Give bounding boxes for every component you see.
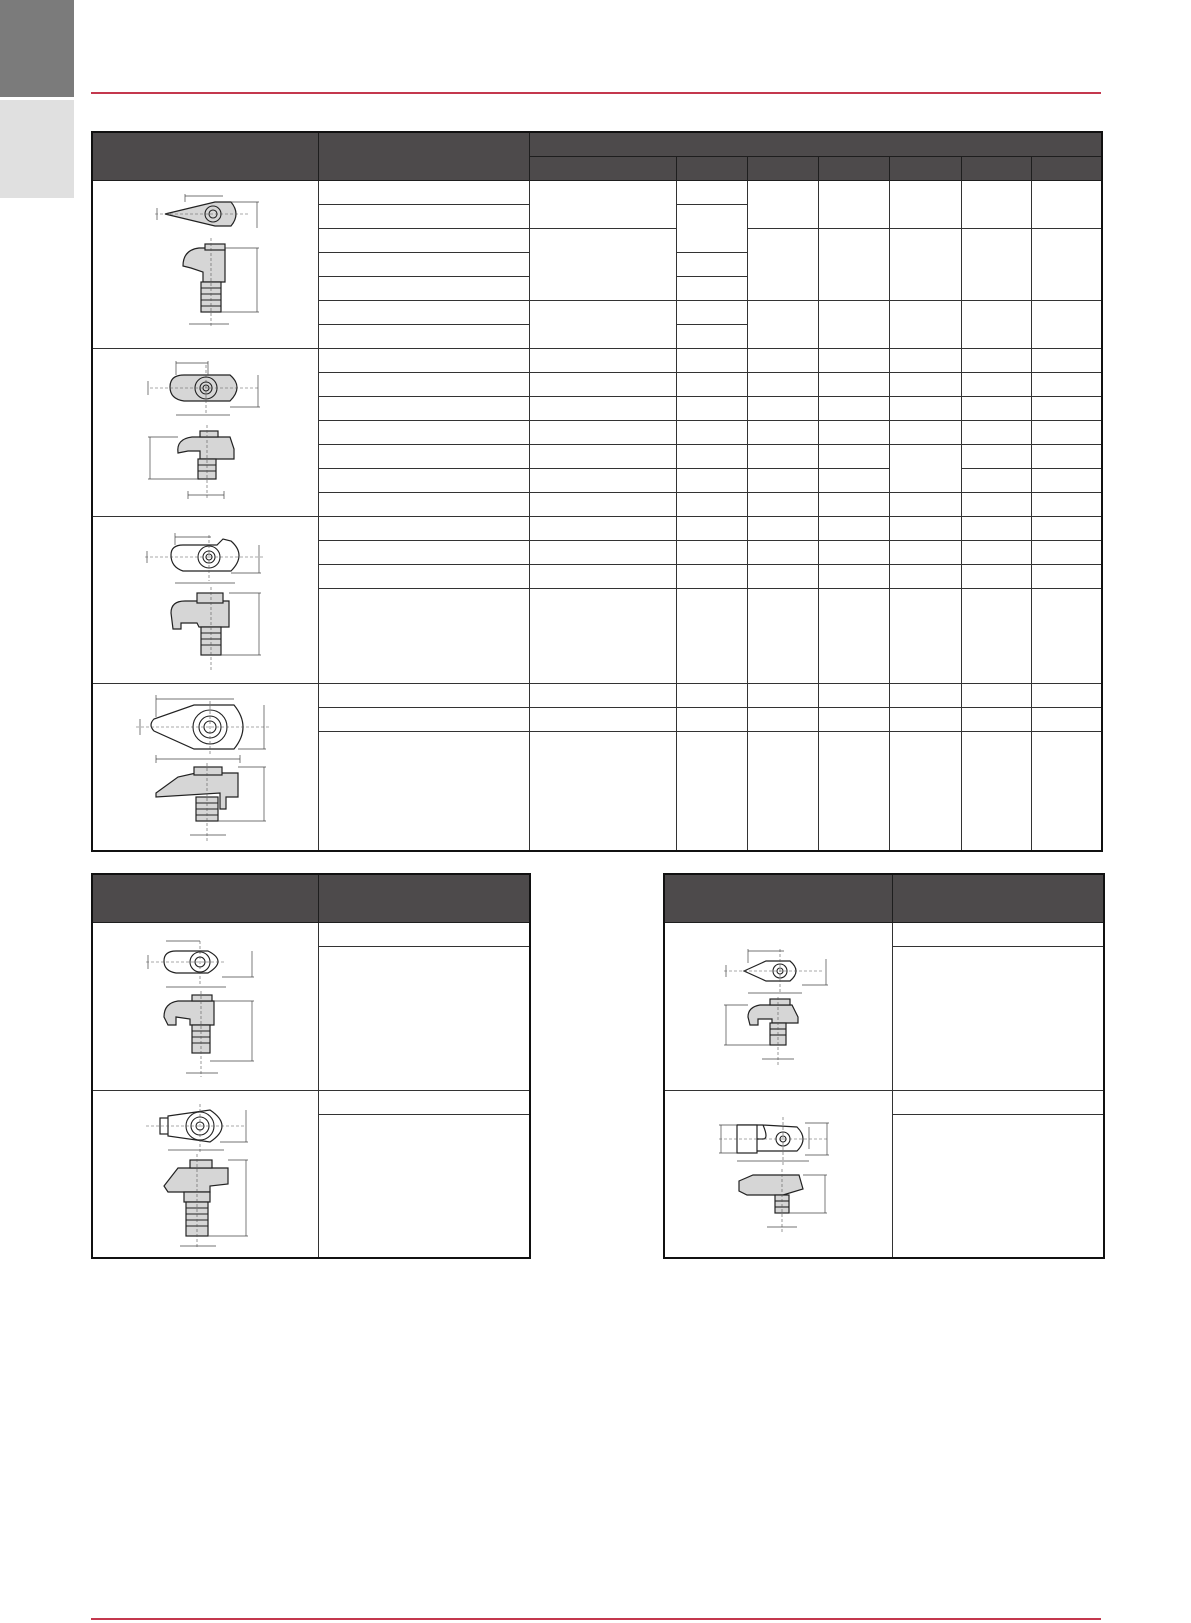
dimension-cell (747, 540, 818, 564)
dimension-cell (889, 516, 961, 540)
dimension-cell (961, 444, 1031, 468)
dimension-cell (818, 372, 889, 396)
dimension-cell (818, 228, 889, 300)
table-row (92, 922, 530, 946)
dimension-cell (889, 588, 961, 683)
dimension-cell (818, 492, 889, 516)
order-code-cell (318, 300, 529, 324)
dimension-cell (1031, 348, 1102, 372)
accessory-table-right (663, 873, 1105, 1259)
dimension-cell (818, 180, 889, 228)
order-code-cell (318, 707, 529, 731)
dimension-cell (1031, 564, 1102, 588)
order-code-cell (318, 946, 530, 1090)
subheader-cell (818, 156, 889, 180)
dimension-cell (1031, 180, 1102, 228)
dimension-cell (676, 276, 747, 300)
header-cell-drawing (92, 132, 318, 180)
table-row (92, 348, 1102, 372)
dimension-cell (676, 540, 747, 564)
subheader-cell (1031, 156, 1102, 180)
clamp-drawing-type-6-icon (140, 1096, 270, 1251)
dimension-cell (1031, 372, 1102, 396)
order-code-cell (318, 180, 529, 204)
drawing-cell (664, 922, 892, 1090)
dimension-cell (676, 252, 747, 276)
dimension-cell (747, 707, 818, 731)
dimension-cell (961, 492, 1031, 516)
dimension-cell (1031, 707, 1102, 731)
drawing-cell (92, 922, 318, 1090)
dimension-cell (818, 683, 889, 707)
order-code-cell (318, 1114, 530, 1258)
dimension-cell (961, 420, 1031, 444)
header-cell-drawing (664, 874, 892, 922)
table-row (664, 1090, 1104, 1114)
dimension-cell (818, 707, 889, 731)
dimension-cell (1031, 396, 1102, 420)
drawing-cell (92, 683, 318, 851)
dimension-cell (889, 540, 961, 564)
table-header-row (664, 874, 1104, 922)
drawing-cell (92, 516, 318, 683)
dimension-cell (676, 564, 747, 588)
table-header-row (92, 874, 530, 922)
dimension-cell (676, 180, 747, 204)
header-cell-dimensions (529, 132, 1102, 156)
dimension-cell (529, 420, 676, 444)
order-code-cell (318, 444, 529, 468)
dimension-cell (747, 516, 818, 540)
dimension-cell (747, 564, 818, 588)
dimension-cell (961, 300, 1031, 348)
clamp-drawing-type-2-icon (140, 357, 270, 507)
clamp-drawing-type-4-icon (130, 687, 280, 847)
order-code-cell (318, 276, 529, 300)
dimension-cell (889, 492, 961, 516)
dimension-cell (676, 204, 747, 252)
order-code-cell (318, 228, 529, 252)
dimension-cell (1031, 683, 1102, 707)
header-cell-drawing (92, 874, 318, 922)
dimension-cell (1031, 444, 1102, 468)
dimension-cell (1031, 228, 1102, 300)
dimension-cell (961, 180, 1031, 228)
dimension-cell (676, 707, 747, 731)
order-code-cell (318, 324, 529, 348)
dimension-cell (676, 444, 747, 468)
order-code-cell (318, 348, 529, 372)
dimension-cell (529, 180, 676, 228)
dimension-cell (818, 516, 889, 540)
dimension-cell (961, 540, 1031, 564)
header-cell-order-code (318, 874, 530, 922)
dimension-cell (889, 228, 961, 300)
dimension-cell (961, 564, 1031, 588)
clamp-drawing-type-7-icon (718, 941, 838, 1071)
dimension-cell (889, 396, 961, 420)
dimension-cell (676, 420, 747, 444)
clamp-spec-table (91, 131, 1103, 852)
dimension-cell (1031, 492, 1102, 516)
header-cell-order-code (892, 874, 1104, 922)
dimension-cell (818, 731, 889, 851)
order-code-cell (318, 396, 529, 420)
dimension-cell (529, 731, 676, 851)
drawing-cell (92, 348, 318, 516)
dimension-cell (961, 372, 1031, 396)
order-code-cell (318, 372, 529, 396)
dimension-cell (529, 468, 676, 492)
dimension-cell (961, 588, 1031, 683)
dimension-cell (529, 228, 676, 300)
dimension-cell (889, 180, 961, 228)
dimension-cell (676, 372, 747, 396)
order-code-cell (318, 588, 529, 683)
clamp-drawing-type-1-icon (145, 188, 265, 340)
dimension-cell (529, 683, 676, 707)
dimension-cell (1031, 588, 1102, 683)
dimension-cell (747, 468, 818, 492)
dimension-cell (889, 564, 961, 588)
dimension-cell (529, 300, 676, 348)
dimension-cell (747, 492, 818, 516)
dimension-cell (529, 396, 676, 420)
footer-rule (91, 1618, 1101, 1620)
dimension-cell (529, 444, 676, 468)
dimension-cell (818, 444, 889, 468)
dimension-cell (889, 707, 961, 731)
dimension-cell (676, 300, 747, 324)
dimension-cell (676, 348, 747, 372)
clamp-drawing-type-8-icon (713, 1109, 843, 1239)
dimension-cell (1031, 731, 1102, 851)
section-tab-inactive[interactable] (0, 100, 74, 198)
drawing-cell (92, 1090, 318, 1258)
dimension-cell (889, 348, 961, 372)
clamp-drawing-type-3-icon (135, 525, 275, 675)
dimension-cell (818, 348, 889, 372)
table-row (664, 922, 1104, 946)
subheader-cell (529, 156, 676, 180)
dimension-cell (676, 492, 747, 516)
dimension-cell (961, 468, 1031, 492)
dimension-cell (676, 516, 747, 540)
dimension-cell (1031, 468, 1102, 492)
dimension-cell (529, 588, 676, 683)
subheader-cell (747, 156, 818, 180)
order-code-cell (318, 252, 529, 276)
dimension-cell (1031, 300, 1102, 348)
header-cell-order-code (318, 132, 529, 180)
dimension-cell (676, 731, 747, 851)
dimension-cell (529, 516, 676, 540)
dimension-cell (889, 420, 961, 444)
dimension-cell (961, 228, 1031, 300)
dimension-cell (747, 420, 818, 444)
dimension-cell (889, 683, 961, 707)
order-code-cell (318, 564, 529, 588)
dimension-cell (676, 683, 747, 707)
dimension-cell (529, 372, 676, 396)
dimension-cell (747, 683, 818, 707)
order-code-cell (892, 946, 1104, 1090)
dimension-cell (747, 300, 818, 348)
drawing-cell (92, 180, 318, 348)
dimension-cell (818, 396, 889, 420)
order-code-cell (318, 516, 529, 540)
dimension-cell (529, 492, 676, 516)
dimension-cell (676, 468, 747, 492)
order-code-cell (318, 420, 529, 444)
dimension-cell (961, 707, 1031, 731)
order-code-cell (892, 922, 1104, 946)
order-code-cell (318, 204, 529, 228)
clamp-drawing-type-5-icon (140, 931, 270, 1081)
dimension-cell (889, 444, 961, 492)
dimension-cell (961, 731, 1031, 851)
order-code-cell (318, 683, 529, 707)
subheader-cell (961, 156, 1031, 180)
dimension-cell (818, 300, 889, 348)
order-code-cell (318, 492, 529, 516)
dimension-cell (889, 300, 961, 348)
order-code-cell (892, 1090, 1104, 1114)
table-row (92, 1090, 530, 1114)
dimension-cell (818, 420, 889, 444)
table-row (92, 516, 1102, 540)
dimension-cell (747, 396, 818, 420)
dimension-cell (529, 707, 676, 731)
dimension-cell (747, 180, 818, 228)
dimension-cell (818, 564, 889, 588)
table-row (92, 683, 1102, 707)
dimension-cell (818, 588, 889, 683)
order-code-cell (318, 540, 529, 564)
dimension-cell (1031, 420, 1102, 444)
dimension-cell (747, 228, 818, 300)
dimension-cell (961, 683, 1031, 707)
subheader-cell (889, 156, 961, 180)
dimension-cell (676, 588, 747, 683)
dimension-cell (818, 468, 889, 492)
dimension-cell (889, 372, 961, 396)
dimension-cell (818, 540, 889, 564)
dimension-cell (747, 348, 818, 372)
order-code-cell (318, 922, 530, 946)
drawing-cell (664, 1090, 892, 1258)
dimension-cell (747, 731, 818, 851)
order-code-cell (318, 731, 529, 851)
dimension-cell (961, 348, 1031, 372)
dimension-cell (529, 348, 676, 372)
dimension-cell (961, 396, 1031, 420)
dimension-cell (747, 444, 818, 468)
accessory-table-left (91, 873, 531, 1259)
dimension-cell (889, 731, 961, 851)
table-header-row (92, 132, 1102, 156)
dimension-cell (747, 588, 818, 683)
table-row (92, 180, 1102, 204)
dimension-cell (747, 372, 818, 396)
dimension-cell (1031, 516, 1102, 540)
subheader-cell (676, 156, 747, 180)
dimension-cell (676, 396, 747, 420)
section-tab-active[interactable] (0, 0, 74, 97)
order-code-cell (892, 1114, 1104, 1258)
order-code-cell (318, 1090, 530, 1114)
dimension-cell (676, 324, 747, 348)
dimension-cell (961, 516, 1031, 540)
dimension-cell (529, 564, 676, 588)
dimension-cell (1031, 540, 1102, 564)
header-rule (91, 92, 1101, 94)
dimension-cell (529, 540, 676, 564)
order-code-cell (318, 468, 529, 492)
